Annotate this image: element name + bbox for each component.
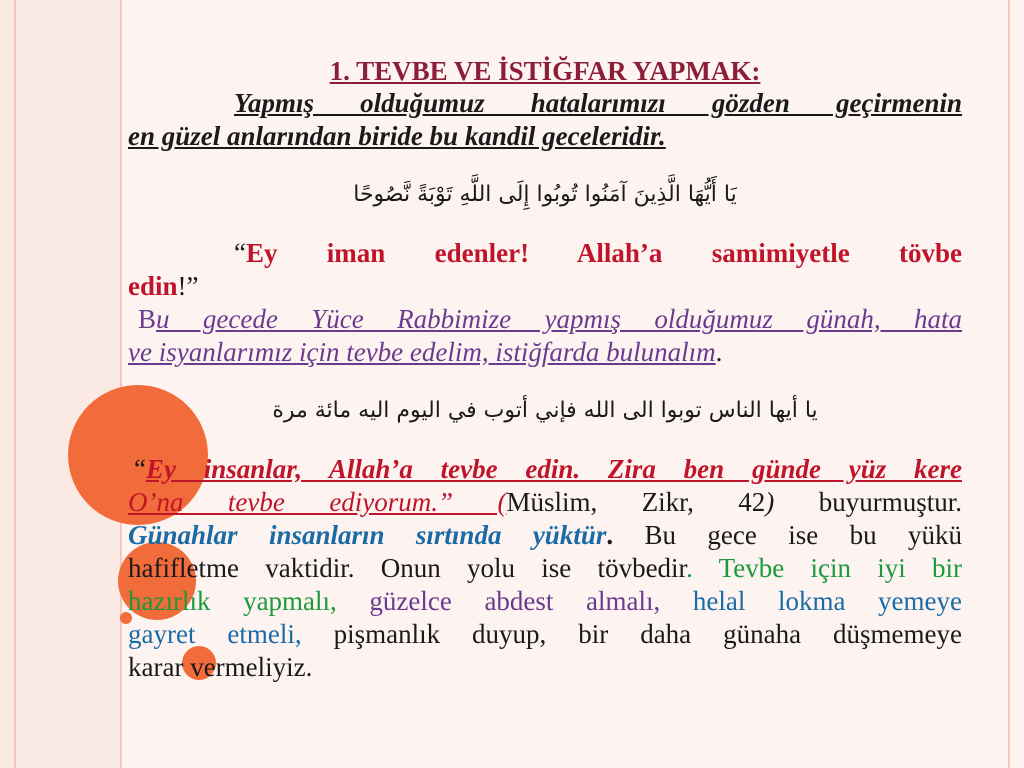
advice-text	[128, 585, 962, 618]
hadith-verb: buyurmuştur.	[774, 487, 962, 517]
decorative-line	[1008, 0, 1010, 768]
decorative-line	[14, 0, 16, 768]
left-decorative-band	[0, 0, 120, 768]
prep-text-2: hazırlık yapmalı,	[128, 586, 337, 616]
forgive-period: .	[686, 553, 693, 583]
halal-text: helal lokma yemeye	[660, 586, 962, 616]
intro-text	[128, 120, 962, 153]
closing-text: pişmanlık duyup, bir daha günaha düşmemeye	[301, 619, 962, 649]
call-to-repent	[128, 336, 962, 369]
burden-phrase: insanların sırtında yüktür	[237, 520, 607, 550]
burden-period: .	[606, 520, 614, 550]
advice-text	[128, 651, 962, 684]
verse-translation	[128, 237, 962, 270]
closing-text-2: karar vermeliyiz.	[128, 652, 313, 682]
open-quote: “	[234, 238, 246, 268]
decorative-line	[120, 0, 122, 768]
call-line-2: ve isyanlarımız için tevbe edelim, istiğfarda bulunalım	[128, 337, 716, 367]
advice-text	[128, 618, 962, 651]
close-quote: !”	[177, 271, 199, 301]
slide-content	[128, 48, 962, 684]
intro-text	[128, 87, 962, 120]
burden-text	[128, 519, 962, 552]
slide-title: 1. TEVBE VE İSTİĞFAR YAPMAK:	[329, 56, 761, 86]
open-quote: “	[134, 454, 146, 484]
hadith-source: Müslim, Zikr, 42	[506, 487, 766, 517]
call-line-1: u gecede Yüce Rabbimize yapmış olduğumuz günah, hata	[156, 304, 962, 334]
call-period: .	[715, 337, 723, 367]
call-initial: B	[138, 304, 157, 334]
burden-tail: Bu gece ise bu yükü	[613, 520, 962, 550]
intro-line-1: Yapmış olduğumuz hatalarımızı gözden geçirmenin	[234, 88, 962, 118]
hadith-line-1: Ey insanlar, Allah’a tevbe edin. Zira ben günde yüz kere	[145, 454, 962, 484]
intro-line-2: en güzel anlarından biride bu kandil geceleridir.	[128, 121, 666, 151]
call-to-repent	[128, 303, 962, 336]
forgive-text	[128, 552, 962, 585]
verse-translation	[128, 270, 962, 303]
hadith-translation	[128, 486, 962, 519]
hadith-line-2: O’na tevbe ediyorum.” (	[128, 487, 507, 517]
prep-text: Tevbe için iyi bir	[692, 553, 962, 583]
verse-translation-line-1: Ey iman edenler! Allah’a samimiyetle tövbe	[245, 238, 962, 268]
ablution-text: güzelce abdest almalı,	[336, 586, 661, 616]
hadith-source-close: )	[765, 487, 775, 517]
hadith-translation	[128, 453, 962, 486]
burden-word: Günahlar	[128, 520, 238, 550]
effort-text: gayret etmeli,	[128, 619, 302, 649]
arabic-verse: يَا أَيُّهَا الَّذِينَ آمَنُوا تُوبُوا إِلَى اللَّهِ تَوْبَةً نَّصُوحًا	[353, 182, 737, 207]
forgive-line: hafifletme vaktidir. Onun yolu ise tövbedir	[128, 553, 687, 583]
verse-translation-line-2: edin	[128, 271, 178, 301]
arabic-hadith: يا أيها الناس توبوا الى الله فإني أتوب في اليوم اليه مائة مرة	[272, 398, 818, 423]
